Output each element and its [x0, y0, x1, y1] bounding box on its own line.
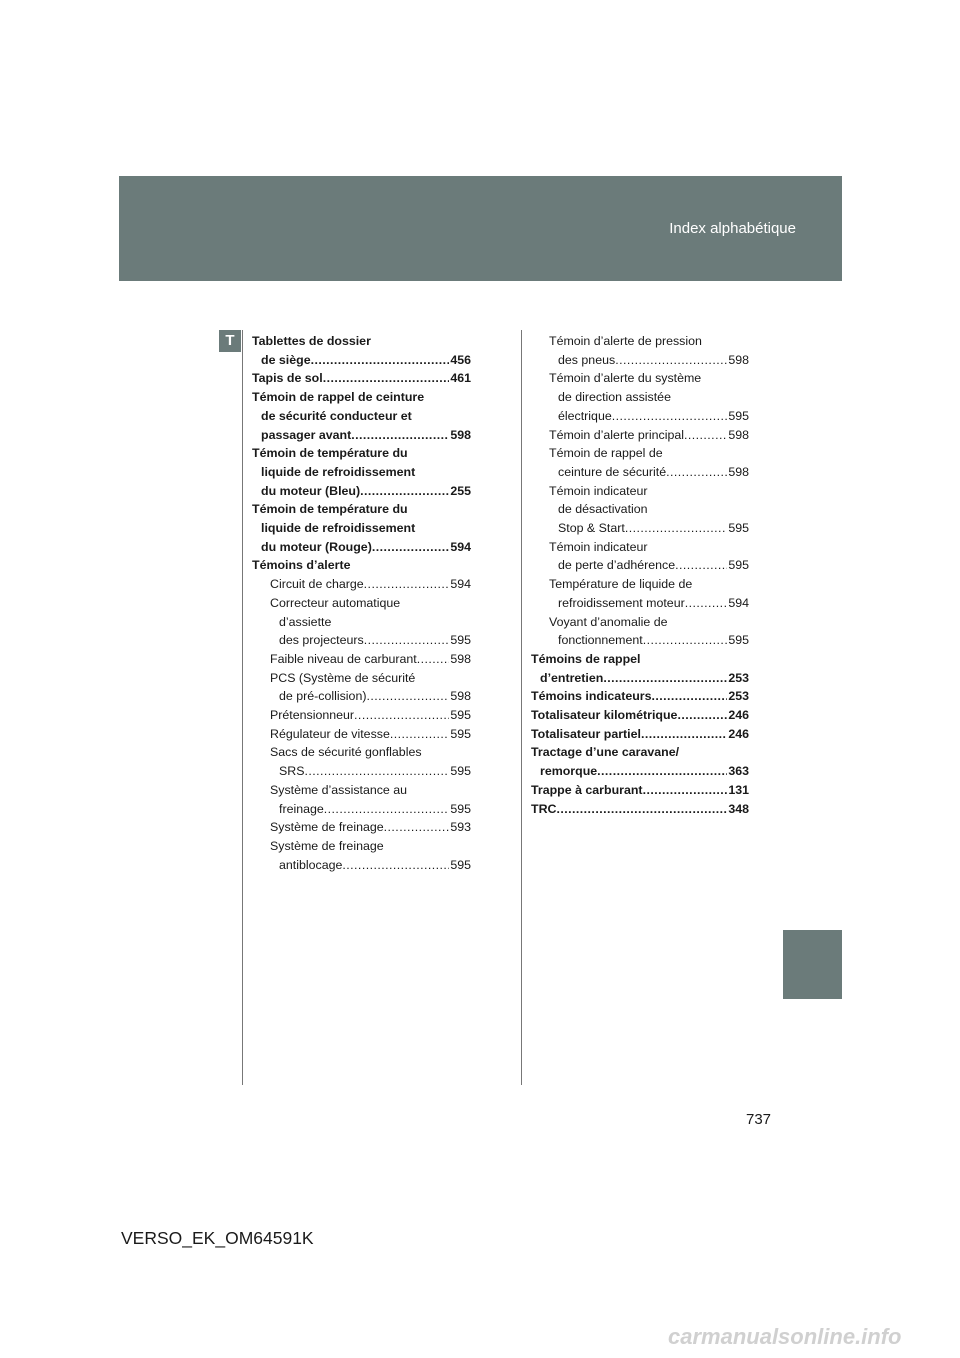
entry-page-number: 594 — [450, 577, 471, 592]
leader-dots — [304, 762, 449, 781]
entry-page-number: 598 — [728, 427, 749, 442]
index-column-right — [531, 332, 749, 818]
index-entry — [531, 650, 749, 669]
entry-text: remorque — [540, 764, 598, 779]
index-entry — [531, 351, 749, 370]
entry-page-number: 461 — [450, 371, 471, 386]
index-entry — [531, 538, 749, 557]
leader-dots — [384, 818, 450, 837]
index-entry — [252, 613, 471, 632]
entry-text: de sécurité conducteur et — [261, 408, 412, 423]
index-entry — [531, 800, 749, 819]
index-entry — [531, 482, 749, 501]
entry-page-number: 595 — [728, 521, 749, 536]
entry-text: électrique — [558, 408, 612, 423]
entry-page-number: 595 — [450, 726, 471, 741]
leader-dots — [685, 594, 728, 613]
index-entry — [252, 594, 471, 613]
index-entry — [531, 687, 749, 706]
entry-text: du moteur (Bleu) — [261, 483, 361, 498]
entry-page-number: 456 — [450, 352, 471, 367]
entry-text: de désactivation — [558, 502, 648, 517]
entry-text: Témoin de rappel de — [549, 446, 663, 461]
leader-dots — [366, 687, 449, 706]
entry-page-number: 598 — [450, 651, 471, 666]
page-header — [119, 176, 842, 281]
entry-page-number: 595 — [450, 801, 471, 816]
entry-text: Témoin de température du — [252, 446, 408, 461]
page-number: 737 — [746, 1111, 772, 1128]
index-entry — [252, 556, 471, 575]
index-entry — [531, 556, 749, 575]
index-entry — [531, 519, 749, 538]
index-entry — [252, 351, 471, 370]
entry-page-number: 595 — [728, 408, 749, 423]
entry-page-number: 253 — [728, 670, 749, 685]
entry-page-number: 593 — [450, 820, 471, 835]
entry-text: Correcteur automatique — [270, 595, 401, 610]
entry-page-number: 594 — [728, 595, 749, 610]
leader-dots — [603, 669, 727, 688]
entry-page-number: 595 — [728, 558, 749, 573]
document-code: VERSO_EK_OM64591K — [121, 1228, 314, 1248]
leader-dots — [417, 650, 450, 669]
index-entry — [252, 743, 471, 762]
index-entry — [252, 856, 471, 875]
column-divider-middle — [521, 330, 522, 1085]
index-entry — [531, 706, 749, 725]
index-entry — [252, 800, 471, 819]
entry-text: des pneus — [558, 352, 616, 367]
entry-text: fonctionnement — [558, 633, 643, 648]
watermark: carmanualsonline.info — [668, 1324, 902, 1349]
entry-text: Témoins de rappel — [531, 651, 641, 666]
entry-text: Température de liquide de — [549, 577, 693, 592]
index-entry — [252, 463, 471, 482]
leader-dots — [684, 426, 727, 445]
index-entry — [252, 687, 471, 706]
index-entry — [531, 594, 749, 613]
entry-text: Prétensionneur — [270, 708, 355, 723]
index-entry — [531, 762, 749, 781]
index-entry — [531, 332, 749, 351]
entry-page-number: 246 — [728, 726, 749, 741]
index-entry — [531, 725, 749, 744]
column-divider-left — [242, 330, 243, 1085]
leader-dots — [625, 519, 728, 538]
entry-text: liquide de refroidissement — [261, 464, 416, 479]
entry-text: de direction assistée — [558, 390, 671, 405]
entry-text: Voyant d’anomalie de — [549, 614, 668, 629]
entry-text: freinage — [279, 801, 324, 816]
entry-text: d’assiette — [279, 614, 332, 629]
entry-text: SRS — [279, 764, 305, 779]
index-entry — [252, 444, 471, 463]
index-entry — [531, 426, 749, 445]
index-entry — [252, 725, 471, 744]
index-entry — [531, 369, 749, 388]
leader-dots — [364, 631, 450, 650]
entry-text: Tapis de sol — [252, 371, 323, 386]
leader-dots — [323, 369, 450, 388]
index-entry — [252, 332, 471, 351]
leader-dots — [652, 687, 728, 706]
entry-text: Système d’assistance au — [270, 782, 408, 797]
entry-page-number: 598 — [728, 464, 749, 479]
entry-page-number: 595 — [450, 857, 471, 872]
leader-dots — [612, 407, 728, 426]
entry-text: de pré-collision) — [279, 689, 367, 704]
leader-dots — [351, 426, 449, 445]
leader-dots — [342, 856, 449, 875]
index-entry — [252, 519, 471, 538]
index-entry — [531, 743, 749, 762]
entry-text: des projecteurs — [279, 633, 364, 648]
leader-dots — [324, 800, 450, 819]
index-entry — [531, 631, 749, 650]
entry-page-number: 594 — [450, 539, 471, 554]
index-entry — [531, 444, 749, 463]
entry-text: Sacs de sécurité gonflables — [270, 745, 422, 760]
index-entry — [252, 500, 471, 519]
entry-text: Trappe à carburant — [531, 782, 643, 797]
index-entry — [531, 669, 749, 688]
entry-text: d’entretien — [540, 670, 604, 685]
entry-text: Tractage d’une caravane/ — [531, 745, 680, 760]
entry-page-number: 598 — [450, 427, 471, 442]
entry-text: Témoin d’alerte du système — [549, 371, 702, 386]
index-entry — [252, 837, 471, 856]
index-entry — [252, 818, 471, 837]
entry-text: de siège — [261, 352, 311, 367]
entry-page-number: 595 — [728, 633, 749, 648]
index-entry — [531, 500, 749, 519]
index-entry — [252, 575, 471, 594]
leader-dots — [311, 351, 450, 370]
index-entry — [252, 482, 471, 501]
index-entry — [531, 463, 749, 482]
entry-text: refroidissement moteur — [558, 595, 685, 610]
entry-text: Stop & Start — [558, 521, 625, 536]
index-entry — [252, 426, 471, 445]
chapter-side-tab — [783, 930, 842, 999]
index-entry — [252, 706, 471, 725]
header-title: Index alphabétique — [669, 220, 796, 237]
entry-text: liquide de refroidissement — [261, 521, 416, 536]
index-entry — [252, 650, 471, 669]
leader-dots — [597, 762, 727, 781]
index-entry — [252, 538, 471, 557]
entry-page-number: 595 — [450, 708, 471, 723]
index-entry — [531, 407, 749, 426]
leader-dots — [666, 463, 727, 482]
entry-text: de perte d’adhérence — [558, 558, 676, 573]
entry-page-number: 348 — [728, 801, 749, 816]
entry-text: Régulateur de vitesse — [270, 726, 390, 741]
index-entry — [531, 781, 749, 800]
entry-text: ceinture de sécurité — [558, 464, 667, 479]
index-entry — [252, 669, 471, 688]
index-column-left — [252, 332, 471, 874]
index-entry — [252, 369, 471, 388]
entry-page-number: 253 — [728, 689, 749, 704]
entry-page-number: 598 — [450, 689, 471, 704]
entry-text: TRC — [531, 801, 557, 816]
index-entry — [252, 781, 471, 800]
entry-text: Témoin indicateur — [549, 483, 648, 498]
entry-text: Tablettes de dossier — [252, 334, 371, 348]
entry-page-number: 595 — [450, 633, 471, 648]
entry-text: Totalisateur partiel — [531, 726, 641, 741]
section-letter-badge: T — [219, 330, 241, 352]
leader-dots — [641, 725, 727, 744]
entry-text: Témoin de rappel de ceinture — [252, 390, 425, 405]
leader-dots — [390, 725, 449, 744]
entry-text: Témoins indicateurs — [531, 689, 652, 704]
leader-dots — [360, 482, 449, 501]
entry-text: Système de freinage — [270, 838, 384, 853]
entry-page-number: 595 — [450, 764, 471, 779]
entry-page-number: 255 — [450, 483, 471, 498]
entry-text: Témoin d’alerte principal — [549, 427, 684, 442]
entry-text: Faible niveau de carburant — [270, 651, 417, 666]
entry-page-number: 598 — [728, 352, 749, 367]
leader-dots — [643, 631, 728, 650]
entry-text: PCS (Système de sécurité — [270, 670, 416, 685]
entry-text: Témoin de température du — [252, 502, 408, 517]
leader-dots — [354, 706, 449, 725]
leader-dots — [556, 800, 727, 819]
entry-text: passager avant — [261, 427, 352, 442]
entry-text: Témoins d’alerte — [252, 558, 351, 573]
leader-dots — [675, 556, 727, 575]
index-entry — [531, 388, 749, 407]
entry-text: Circuit de charge — [270, 577, 364, 592]
index-entry — [531, 613, 749, 632]
index-entry — [252, 388, 471, 407]
entry-text: Témoin indicateur — [549, 539, 648, 554]
entry-page-number: 363 — [728, 764, 749, 779]
index-entry — [531, 575, 749, 594]
index-entry — [252, 407, 471, 426]
entry-text: Témoin d’alerte de pression — [549, 334, 702, 348]
leader-dots — [677, 706, 727, 725]
index-entry — [252, 631, 471, 650]
entry-text: du moteur (Rouge) — [261, 539, 372, 554]
entry-text: antiblocage — [279, 857, 343, 872]
leader-dots — [372, 538, 449, 557]
leader-dots — [364, 575, 450, 594]
leader-dots — [643, 781, 728, 800]
entry-page-number: 131 — [728, 782, 749, 797]
entry-text: Système de freinage — [270, 820, 384, 835]
leader-dots — [615, 351, 727, 370]
entry-page-number: 246 — [728, 708, 749, 723]
entry-text: Totalisateur kilométrique — [531, 708, 678, 723]
index-entry — [252, 762, 471, 781]
